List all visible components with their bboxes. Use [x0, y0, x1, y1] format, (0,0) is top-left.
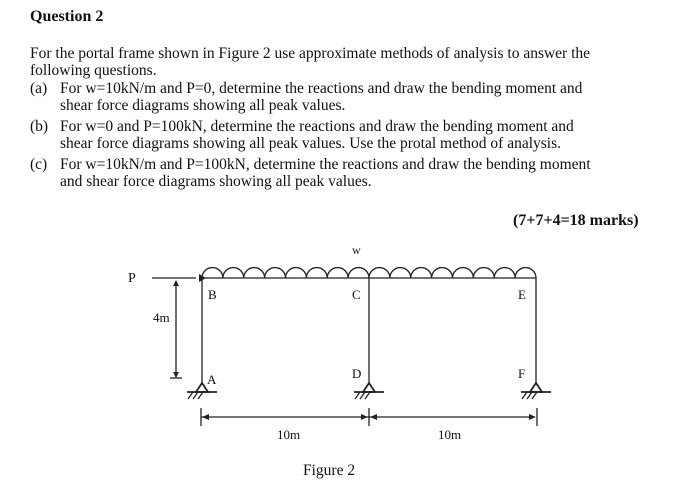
figure-caption: Figure 2	[303, 462, 356, 479]
pin-support-icon	[521, 383, 551, 399]
intro-line-2: following questions.	[30, 62, 157, 79]
load-p-label: P	[128, 271, 136, 286]
part-c-line-1: For w=10kN/m and P=100kN, determine the reactions and draw the bending moment	[60, 156, 591, 173]
span1-label: 10m	[277, 427, 301, 442]
load-w-label: w	[352, 243, 361, 257]
question-heading: Question 2	[30, 8, 104, 25]
part-b-label: (b)	[30, 118, 49, 135]
node-a-label: A	[207, 372, 217, 387]
node-d-label: D	[352, 366, 362, 381]
node-f-label: F	[518, 366, 526, 381]
marks-total: (7+7+4=18 marks)	[513, 212, 639, 229]
part-c-label: (c)	[30, 156, 48, 173]
pin-support-icon	[354, 383, 384, 399]
part-a-line-2: shear force diagrams showing all peak values.	[60, 97, 346, 114]
node-e-label: E	[518, 287, 526, 302]
part-a-label: (a)	[30, 80, 48, 97]
height-label: 4m	[153, 310, 170, 325]
distributed-load-w	[202, 268, 536, 278]
node-c-label: C	[352, 287, 361, 302]
part-b-line-2: shear force diagrams showing all peak values. Use the protal method of analysis.	[60, 135, 562, 152]
intro-line-1: For the portal frame shown in Figure 2 use approximate methods of analysis to answer the	[30, 45, 591, 62]
part-b-line-1: For w=0 and P=100kN, determine the reactions and draw the bending moment and	[60, 118, 574, 135]
span2-label: 10m	[438, 427, 462, 442]
part-a-line-1: For w=10kN/m and P=0, determine the reactions and draw the bending moment and	[60, 80, 583, 97]
part-c-line-2: and shear force diagrams showing all peak values.	[60, 173, 372, 190]
node-b-label: B	[208, 287, 217, 302]
